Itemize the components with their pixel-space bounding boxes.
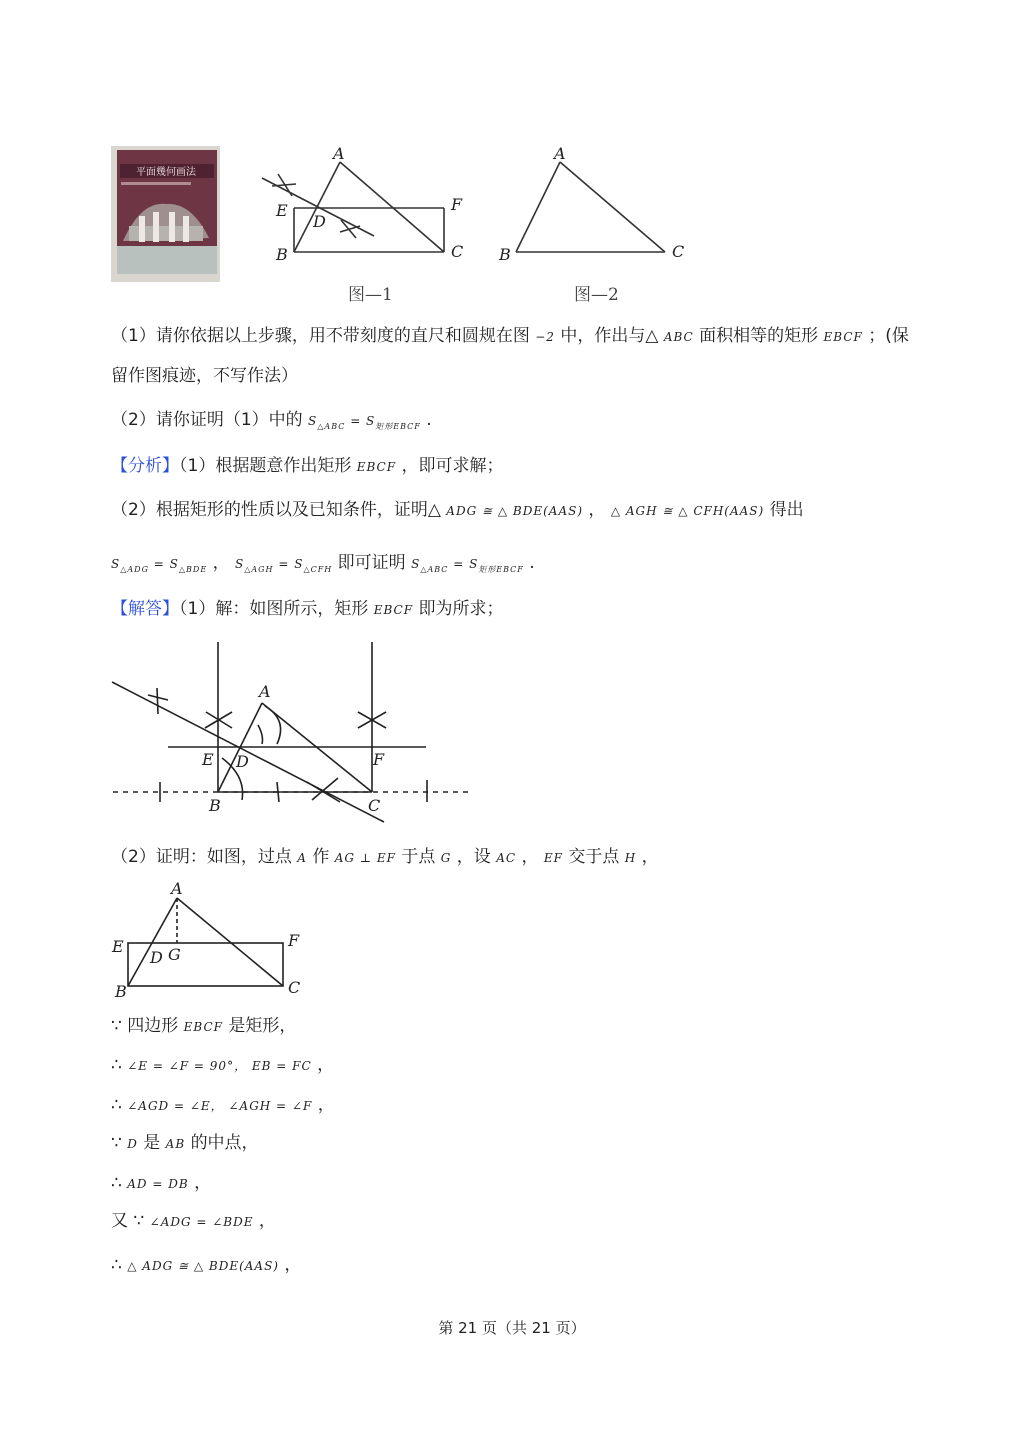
svg-text:A: A [554,144,566,163]
q1-text-e: 面积相等的矩形 [699,326,819,346]
svg-text:E: E [112,937,124,956]
q1-math-b: −2 [535,330,555,344]
question-1-line-1 [111,324,909,349]
svg-text:B: B [499,245,511,264]
q1-text-g: ；(保 [868,326,909,346]
svg-text:E: E [276,201,288,220]
page-footer: 第 21 页（共 21 页） [438,1319,586,1337]
q1-math-d: ABC [663,330,694,344]
book-photo [111,146,220,282]
svg-text:B: B [115,982,127,1000]
figure-1-caption: 图—1 [348,285,393,305]
svg-text:C: C [451,242,464,261]
q1-math-f: EBCF [823,330,863,344]
question-1-line-2: 留作图痕迹，不写作法） [111,366,298,386]
q1-text-c: 中，作出与△ [560,326,659,346]
answer-tag: 【解答】 [111,599,179,619]
svg-text:C: C [368,796,381,815]
svg-text:A: A [333,144,345,163]
figure-2-caption: 图—2 [574,285,619,305]
analysis-line-2: （2）根据矩形的性质以及已知条件，证明△ ADG ≅ △ BDE(AAS) ， △ AGH ≅ △ CFH(AAS) 得出 [111,500,804,520]
q2-prefix: （2）请你证明（1）中的 [111,410,303,430]
proof-step-5: ∴ AD = DB ， [111,1173,212,1193]
svg-text:D: D [150,948,163,967]
svg-text:G: G [168,945,181,964]
figure-2 [495,140,695,310]
svg-text:A: A [259,682,271,701]
svg-text:B: B [276,245,288,264]
answer-line-1: 【解答】（1）解：如图所示，矩形 EBCF 即为所求； [111,599,504,619]
svg-text:B: B [209,796,221,815]
svg-text:C: C [672,242,685,261]
proof-step-2: ∴ ∠E = ∠F = 90°， EB = FC ， [111,1055,335,1075]
book-title: 平面幾何画法 [136,167,196,178]
proof-step-7: ∴ △ ADG ≅ △ BDE(AAS) ， [111,1255,302,1275]
proof-step-1: ∵ 四边形 EBCF 是矩形， [111,1016,297,1036]
figure-1 [250,140,490,310]
proof-step-6: 又 ∵ ∠ADG = ∠BDE ， [111,1211,276,1231]
question-2 [111,408,432,439]
analysis-line-1: 【分析】（1）根据题意作出矩形 EBCF ，即可求解； [111,456,504,476]
svg-text:C: C [288,978,301,997]
construction-figure [108,638,472,828]
svg-text:E: E [202,750,214,769]
q2-expression: $S_{\triangle ABC} = S_{矩形EBCF}$ [308,414,421,431]
svg-text:D: D [236,752,249,771]
proof-intro: （2）证明：如图，过点 A 作 AG ⊥ EF 于点 G ，设 AC ， EF 交于点 H ， [111,847,659,867]
q1-text-a: （1）请你依据以上步骤，用不带刻度的直尺和圆规在图 [111,326,530,346]
q2-suffix: . [426,410,432,430]
proof-step-4: ∵ D 是 AB 的中点， [111,1133,259,1153]
analysis-tag: 【分析】 [111,456,179,476]
svg-text:F: F [373,750,385,769]
svg-text:F: F [451,195,463,214]
analysis-line-3: $S_{\triangle ADG} = S_{\triangle BDE}$ ， $S_{\triangle AGH} = S_{\triangle CFH}$ 即可证明 $S_{\triangle ABC} = S_{矩形EBCF}$ . [111,553,535,574]
proof-step-3: ∴ ∠AGD = ∠E， ∠AGH = ∠F ， [111,1095,335,1115]
svg-text:D: D [313,212,326,231]
svg-text:A: A [171,879,183,898]
svg-text:F: F [288,931,300,950]
proof-figure [108,876,308,1000]
